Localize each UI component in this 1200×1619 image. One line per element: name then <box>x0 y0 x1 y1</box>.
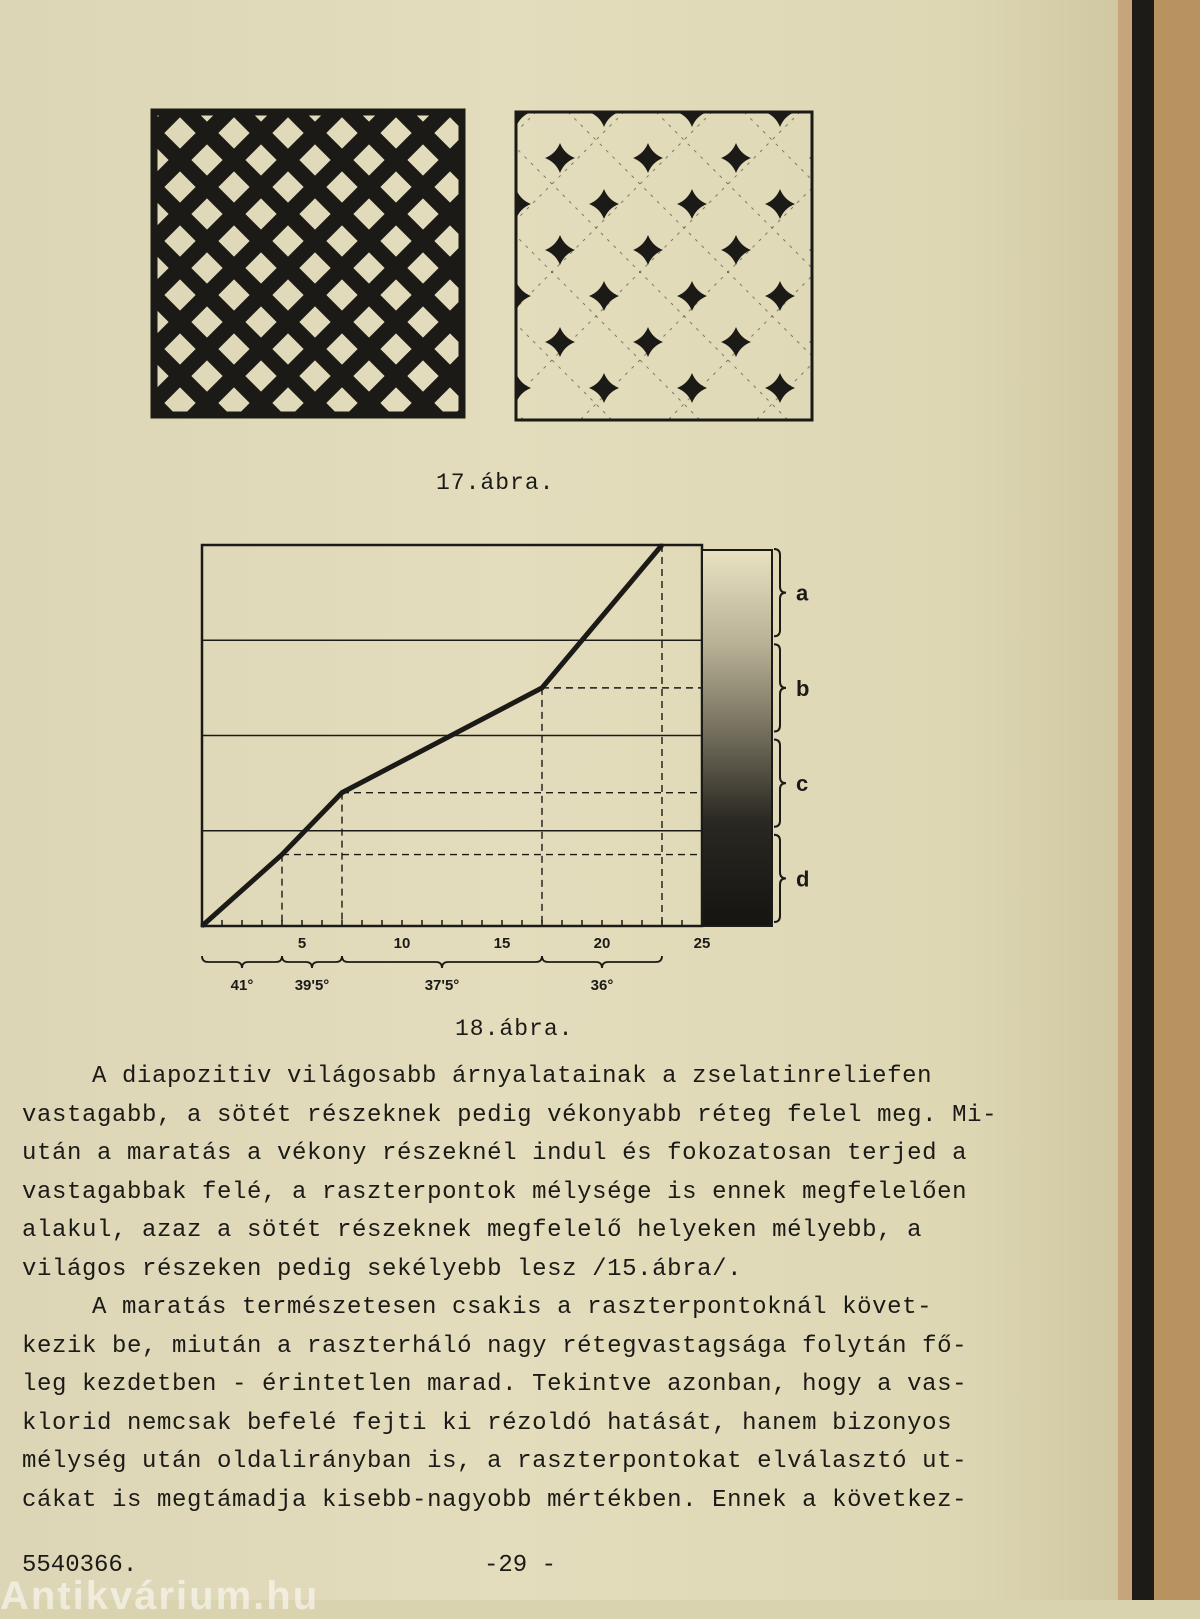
guide-line <box>216 112 536 423</box>
x-tick-label: 5 <box>297 935 307 952</box>
range-label: 37'5° <box>424 977 460 994</box>
band-bracket <box>774 549 786 636</box>
guide-line <box>744 112 820 423</box>
star-dot <box>633 143 663 173</box>
figure-17 <box>150 108 820 423</box>
text-line: vastagabb, a sötét részeknek pedig vékonyabb réteg felel meg. Mi- <box>22 1101 998 1129</box>
page-number: -29 - <box>484 1552 557 1579</box>
text-line: világos részeken pedig sekélyebb lesz /15.ábra/. <box>22 1255 743 1283</box>
guide-line <box>744 112 820 423</box>
star-dot <box>765 373 795 403</box>
star-dot <box>589 281 619 311</box>
data-point <box>541 686 544 689</box>
text-line: A maratás természetesen csakis a raszterpontoknál követ- <box>92 1294 933 1321</box>
figure-18-chart <box>190 540 830 1000</box>
range-label: 36° <box>590 977 614 994</box>
band-label: b <box>796 675 810 701</box>
range-brace <box>342 956 542 968</box>
star-dot <box>765 281 795 311</box>
text-line: leg kezdetben - érintetlen marad. Tekintve azonban, hogy a vas- <box>22 1371 968 1398</box>
data-point <box>201 925 204 928</box>
text-line: A diapozitiv világosabb árnyalatainak a zselatinreliefen <box>92 1063 933 1090</box>
guide-line <box>216 112 536 423</box>
lattice-bar <box>452 108 772 423</box>
x-tick-label: 20 <box>593 935 611 952</box>
band-label: c <box>796 771 809 797</box>
book-binding <box>1132 0 1154 1600</box>
lattice-pattern <box>150 108 820 423</box>
tone-gradient-bar <box>702 550 772 926</box>
guide-line <box>568 112 820 423</box>
data-point <box>281 853 284 856</box>
star-dot <box>545 235 575 265</box>
star-dot <box>545 143 575 173</box>
star-dot <box>589 189 619 219</box>
band-bracket <box>774 835 786 922</box>
text-line: mélység után oldalirányban is, a raszterpontokat elválasztó ut- <box>22 1448 968 1475</box>
range-brace <box>202 956 282 968</box>
watermark: Antikvárium.hu <box>0 1574 320 1618</box>
text-line: klorid nemcsak befelé fejti ki rézoldó hatását, hanem bizonyos <box>22 1409 953 1437</box>
body-text <box>22 1058 1032 1520</box>
document-code: 5540366. <box>22 1552 138 1579</box>
book-cover-edge <box>1154 0 1200 1600</box>
star-dot <box>677 189 707 219</box>
text-line: cákat is megtámadja kisebb-nagyobb mértékben. Ennek a következ- <box>22 1486 968 1514</box>
star-dot <box>677 373 707 403</box>
text-line: alakul, azaz a sötét részeknek megfelelő helyeken mélyebb, a <box>22 1217 923 1244</box>
x-tick-label: 10 <box>393 935 411 952</box>
text-line: kezik be, miután a raszterháló nagy rétegvastagsága folytán fő- <box>22 1332 968 1360</box>
star-dot <box>721 143 751 173</box>
range-label: 39'5° <box>294 977 330 994</box>
star-dot <box>589 373 619 403</box>
text-line: vastagabbak felé, a raszterpontok mélysége is ennek megfelelően <box>22 1178 968 1206</box>
dot-pattern <box>216 108 820 423</box>
figure-17-caption: 17.ábra. <box>436 470 555 496</box>
x-tick-label: 25 <box>693 935 711 952</box>
band-bracket <box>774 644 786 731</box>
range-brace <box>282 956 342 968</box>
band-bracket <box>774 740 786 827</box>
data-point <box>661 544 664 547</box>
star-dot <box>721 235 751 265</box>
figure-18-caption: 18.ábra. <box>455 1016 574 1042</box>
data-point <box>341 791 344 794</box>
band-label: d <box>796 866 810 892</box>
band-label: a <box>796 580 809 606</box>
star-dot <box>765 189 795 219</box>
x-tick-label: 15 <box>493 935 511 952</box>
text-line: után a maratás a vékony részeknél indul és fokozatosan terjed a <box>22 1140 968 1167</box>
lattice-bar <box>452 108 772 423</box>
page-edge <box>1118 0 1132 1600</box>
range-label: 41° <box>230 977 254 994</box>
guide-line <box>568 112 820 423</box>
star-dot <box>677 281 707 311</box>
star-dot <box>633 235 663 265</box>
range-brace <box>542 956 662 968</box>
